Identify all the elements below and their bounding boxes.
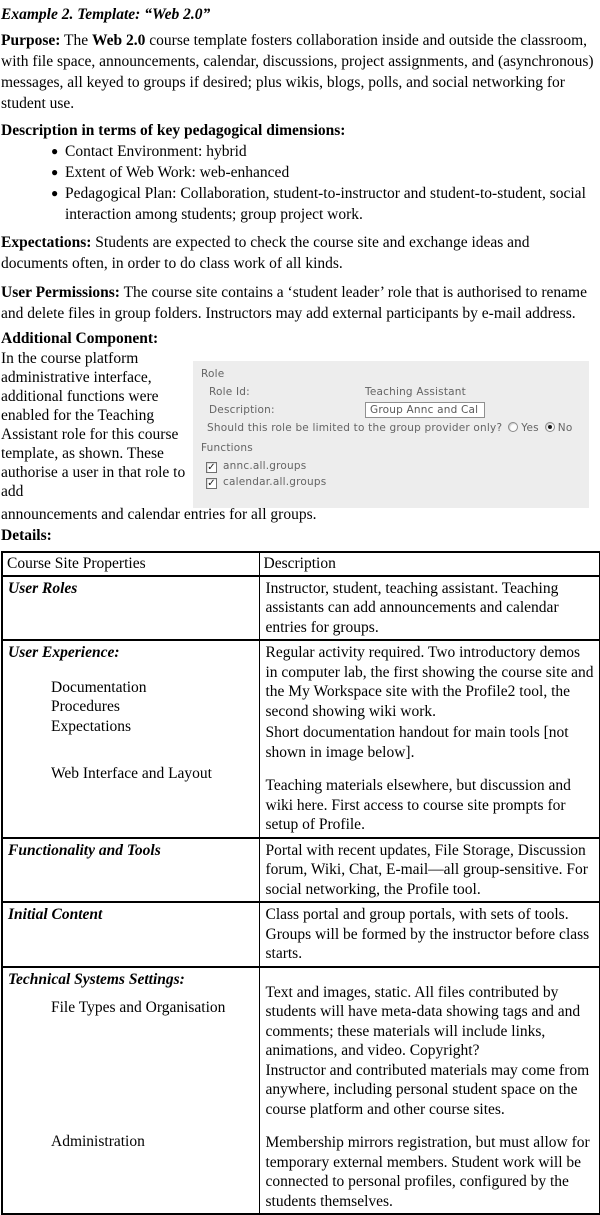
bullet-icon: ● xyxy=(51,186,59,200)
row-description: Membership mirrors registration, but must allow for temporary external members. Student work will be connected to personal profiles, configured by the students themselves. xyxy=(265,1134,590,1210)
role-id-row xyxy=(201,385,579,400)
column-header-description: Description xyxy=(259,552,600,576)
yes-radio-label: Yes xyxy=(521,422,539,434)
column-header-properties: Course Site Properties xyxy=(2,552,259,576)
row-title: User Experience: xyxy=(8,644,120,661)
user-permissions-label: User Permissions: xyxy=(1,284,120,301)
table-row xyxy=(2,576,600,641)
checkbox-label: annc.all.groups xyxy=(223,460,307,472)
row-title: Functionality and Tools xyxy=(8,841,161,859)
sub-item: Administration xyxy=(51,1132,145,1150)
checkbox-label: calendar.all.groups xyxy=(223,476,327,488)
sub-item: Expectations xyxy=(51,717,132,735)
purpose-label: Purpose: xyxy=(1,32,61,49)
sub-item: File Types and Organisation xyxy=(51,999,226,1016)
no-radio xyxy=(545,422,555,432)
row-description: Class portal and group portals, with sets of tools. Groups will be formed by the instructor before class starts. xyxy=(265,906,590,962)
checked-checkbox-icon: ✓ xyxy=(207,462,216,473)
expectations-paragraph: Expectations: Students are expected to check the course site and exchange ideas and documents often, in order to do class work of all kinds. xyxy=(1,234,530,272)
additional-component-heading: Additional Component: xyxy=(1,330,159,347)
description-row xyxy=(201,402,579,418)
table-row xyxy=(2,838,600,903)
page-title: Example 2. Template: “Web 2.0” xyxy=(1,6,211,23)
row-description: Text and images, static. All files contributed by students will have meta-data showing tags and and comments; these materials will include links, animations, and video. Copyright? xyxy=(265,983,581,1059)
table-header-row xyxy=(2,552,600,576)
bullet-icon: ● xyxy=(51,165,59,179)
row-title: Initial Content xyxy=(8,906,103,923)
table-row xyxy=(2,640,600,838)
row-description: Teaching materials elsewhere, but discussion and wiki here. First access to course site prompts for setup of Profile. xyxy=(265,777,571,833)
details-heading: Details: xyxy=(1,527,52,544)
sub-item: Procedures xyxy=(51,698,120,715)
dimensions-bullet-list xyxy=(1,141,599,225)
function-checkbox-row xyxy=(201,458,579,474)
list-item: ● Contact Environment: hybrid xyxy=(51,143,247,160)
role-id-value: Teaching Assistant xyxy=(365,386,466,398)
list-item: ● Pedagogical Plan: Collaboration, student-to-instructor and student-to-student, social interaction among students; group project work. xyxy=(51,185,586,223)
sub-item: Web Interface and Layout xyxy=(51,765,212,782)
group-provider-question: Should this role be limited to the group provider only? Yes No xyxy=(207,422,573,434)
sub-item: Documentation xyxy=(51,678,147,696)
additional-component-section xyxy=(1,349,599,508)
dimensions-heading: Description in terms of key pedagogical dimensions: xyxy=(1,122,346,139)
document-page xyxy=(1,4,599,1215)
description-input: Group Annc and Cal xyxy=(365,402,485,418)
functions-section-header: Functions xyxy=(201,442,253,454)
additional-component-tail: announcements and calendar entries for all groups. xyxy=(1,506,317,523)
expectations-label: Expectations: xyxy=(1,234,92,251)
description-label: Description: xyxy=(209,403,275,416)
row-title: User Roles xyxy=(8,579,78,597)
row-description: Instructor and contributed materials may come from anywhere, including personal student space on the course platform and other course sites. xyxy=(265,1061,590,1118)
bullet-icon: ● xyxy=(51,144,59,158)
user-permissions-paragraph: User Permissions: The course site contains a ‘student leader’ role that is authorised to rename and delete files in group folders. Instructors may add external participants by e-mail address. xyxy=(1,284,587,322)
purpose-paragraph: Purpose: The Web 2.0 course template fosters collaboration inside and outside the classroom, with file space, announcements, calendar, discussions, project assignments, and (asynchronous) messages, all keyed to groups if desired; plus wikis, blogs, polls, and social networking for student use. xyxy=(1,32,594,112)
additional-component-text: In the course platform administrative interface, additional functions were enabled for the Teaching Assistant role for this course template, as shown. These authorise a user in that role to add xyxy=(1,350,186,500)
list-item: ● Extent of Web Work: web-enhanced xyxy=(51,164,290,181)
admin-interface-screenshot xyxy=(193,361,589,508)
course-site-properties-table xyxy=(1,551,600,1215)
row-title: Technical Systems Settings: xyxy=(8,970,185,988)
yes-radio xyxy=(508,422,518,432)
row-description: Short documentation handout for main tools [not shown in image below]. xyxy=(265,724,569,761)
checked-checkbox-icon: ✓ xyxy=(207,478,216,489)
row-description: Instructor, student, teaching assistant. Teaching assistants can add announcements and calendar entries for groups. xyxy=(265,579,559,636)
role-section-header: Role xyxy=(201,368,225,380)
row-description: Portal with recent updates, File Storage, Discussion forum, Wiki, Chat, E-mail—all group-sensitive. For social networking, the Profile tool. xyxy=(265,841,588,898)
no-radio-label: No xyxy=(557,422,573,434)
function-checkbox-row xyxy=(201,474,579,490)
table-row xyxy=(2,902,600,967)
role-id-label: Role Id: xyxy=(209,386,250,398)
row-description: Regular activity required. Two introductory demos in computer lab, the first showing the course site and the My Workspace site with the Profile2 tool, the second showing wiki work. xyxy=(265,644,594,720)
